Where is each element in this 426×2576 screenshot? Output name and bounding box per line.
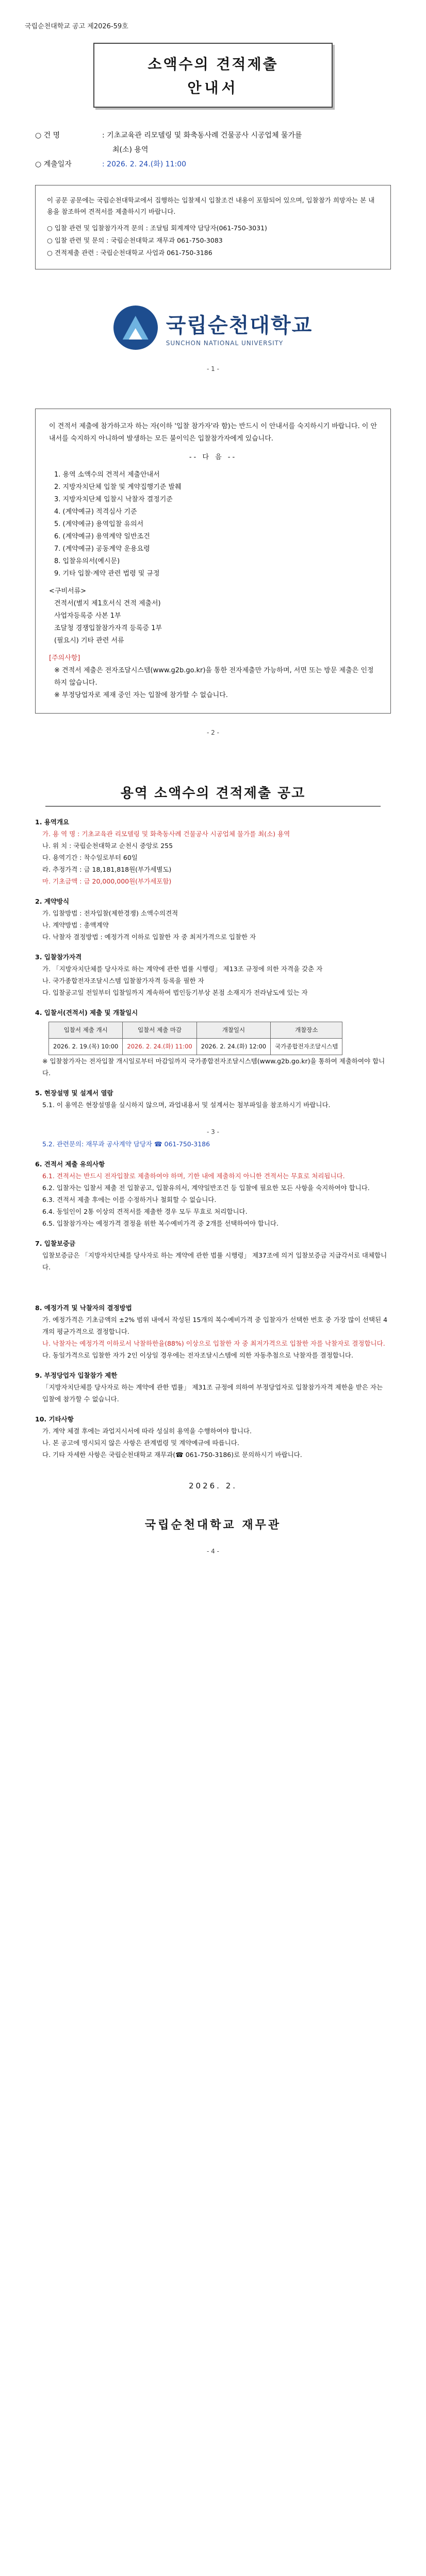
section-line: 다. 기타 자세한 사항은 국립순천대학교 재무과(☎ 061-750-3186)로 문의하시기 바랍니다. bbox=[42, 1451, 302, 1459]
schedule-table bbox=[48, 1022, 342, 1055]
section-line: 나. 낙찰자는 예정가격 이하로서 낙찰하한율(88%) 이상으로 입찰한 자 중 최저가격으로 입찰한 자를 낙찰자로 결정합니다. bbox=[42, 1340, 385, 1347]
notice-number: 국립순천대학교 공고 제2026-59호 bbox=[25, 23, 128, 30]
university-logo bbox=[105, 306, 321, 350]
contents-item: 7. (계약예규) 공동계약 운용요령 bbox=[54, 545, 150, 553]
logo-name-en: SUNCHON NATIONAL UNIVERSITY bbox=[166, 339, 284, 347]
info-lead: 이 공문 공문에는 국립순천대학교에서 집행하는 입찰제시 입찰조건 내용이 포함되어 있으며, 입찰참가 희망자는 본 내용을 참조하여 견적서를 제출하시기 바랍니다. bbox=[47, 196, 375, 215]
info-box bbox=[35, 185, 391, 269]
info-dept: ○ 견적제출 관련 : 국립순천대학교 사업과 061-750-3186 bbox=[47, 249, 212, 257]
section-line: 다. 용역기간 : 착수일로부터 60일 bbox=[42, 854, 138, 861]
notice-date: 2026. 2. bbox=[188, 1481, 238, 1490]
section-line: 가. 입찰방법 : 전자입찰(제한경쟁) 소액수의견적 bbox=[42, 909, 178, 917]
doc-item: 견적서(별지 제1호서식 견적 제출서) bbox=[54, 600, 161, 607]
section-line: 5.1. 이 용역은 현장설명을 실시하지 않으며, 과업내용서 및 설계서는 첨부파일을 참조하시기 바랍니다. bbox=[42, 1101, 331, 1109]
contents-item: 5. (계약예규) 용역입찰 유의서 bbox=[54, 520, 144, 528]
section-line: 마. 기초금액 : 금 20,000,000원(부가세포함) bbox=[42, 877, 172, 885]
issuing-organization: 국립순천대학교 재무관 bbox=[144, 1519, 282, 1532]
section-line: 6.1. 견적서는 반드시 전자입찰로 제출하여야 하며, 기한 내에 제출하지 아니한 견적서는 무효로 처리됩니다. bbox=[42, 1172, 345, 1180]
section-line: 5.2. 관련문의: 재무과 공사계약 담당자 ☎ 061-750-3186 bbox=[42, 1140, 210, 1148]
section-heading: 5. 현장설명 및 설계서 열람 bbox=[35, 1089, 113, 1097]
logo-name-kr: 국립순천대학교 bbox=[166, 313, 313, 337]
section-heading: 3. 입찰참가자격 bbox=[35, 953, 82, 961]
section-heading: 10. 기타사항 bbox=[35, 1415, 74, 1423]
schedule-header: 입찰서 제출 마감 bbox=[123, 1022, 196, 1039]
section-line: 다. 동일가격으로 입찰한 자가 2인 이상일 경우에는 전자조달시스템에 의한 자동추첨으로 낙찰자를 결정합니다. bbox=[42, 1351, 353, 1359]
notice-body bbox=[35, 816, 391, 1461]
section-line: 나. 국가종합전자조달시스템 입찰참가자격 등록을 필한 자 bbox=[42, 977, 204, 985]
note-item: ※ 부정당업자로 제재 중인 자는 입찰에 참가할 수 없습니다. bbox=[54, 691, 228, 699]
section-note: ※ 입찰참가자는 전자입찰 개시일로부터 마감일까지 국가종합전자조달시스템(www.g2b.go.kr)을 통하여 제출하여야 합니다. bbox=[42, 1057, 385, 1077]
schedule-cell: 2026. 2. 24.(화) 12:00 bbox=[196, 1039, 270, 1055]
doc-item: 조달청 경쟁입찰참가자격 등록증 1부 bbox=[54, 624, 162, 632]
schedule-cell: 2026. 2. 24.(화) 11:00 bbox=[123, 1039, 196, 1055]
section-line: 나. 계약방법 : 총액계약 bbox=[42, 921, 109, 929]
university-emblem-icon bbox=[113, 306, 158, 350]
section-line: 가. 계약 체결 후에는 과업지시서에 따라 성실히 용역을 수행하여야 합니다. bbox=[42, 1427, 252, 1435]
contents-item: 9. 기타 입찰·계약 관련 법령 및 규정 bbox=[54, 570, 160, 578]
schedule-header: 개찰일시 bbox=[196, 1022, 270, 1039]
section-line: 6.5. 입찰참가자는 예정가격 결정을 위한 복수예비가격 중 2개를 선택하여야 합니다. bbox=[42, 1219, 278, 1227]
notice-title: 용역 소액수의 견적제출 공고 bbox=[45, 783, 381, 807]
section-line: 라. 추정가격 : 금 18,181,818원(부가세별도) bbox=[42, 866, 172, 873]
schedule-cell: 2026. 2. 19.(목) 10:00 bbox=[49, 1039, 123, 1055]
section-line: 다. 입찰공고일 전일부터 입찰일까지 계속하여 법인등기부상 본점 소재지가 전라남도에 있는 자 bbox=[42, 989, 308, 996]
section-line: 가. 「지방자치단체를 당사자로 하는 계약에 관한 법률 시행령」 제13조 규정에 의한 자격을 갖춘 자 bbox=[42, 965, 323, 973]
page-number: - 1 - bbox=[207, 365, 219, 372]
item-value: : 기초교육관 리모델링 및 화축동사례 건물공사 시공업체 물가를 bbox=[102, 131, 302, 140]
contents-item: 1. 용역 소액수의 견적서 제출안내서 bbox=[54, 471, 160, 479]
guide-title-line2: 안내서 bbox=[187, 79, 239, 96]
page-number: - 4 - bbox=[207, 1548, 219, 1555]
guide-title-line1: 소액수의 견적제출 bbox=[148, 56, 278, 73]
guide-title-box bbox=[93, 43, 333, 108]
section-line: 다. 낙찰자 결정방법 : 예정가격 이하로 입찰한 자 중 최저가격으로 입찰한 자 bbox=[42, 933, 256, 941]
section-heading: 9. 부정당업자 입찰참가 제한 bbox=[35, 1371, 118, 1379]
contents-item: 2. 지방자치단체 입찰 및 계약집행기준 발췌 bbox=[54, 483, 182, 491]
schedule-header: 개찰장소 bbox=[271, 1022, 342, 1039]
section-line: 6.3. 견적서 제출 후에는 이를 수정하거나 철회할 수 없습니다. bbox=[42, 1196, 217, 1204]
contents-item: 8. 입찰유의서(예시문) bbox=[54, 557, 120, 565]
contents-box bbox=[35, 409, 391, 714]
section-line: 6.4. 동일인이 2통 이상의 견적서를 제출한 경우 모두 무효로 처리합니다. bbox=[42, 1208, 248, 1215]
info-dept: ○ 입찰 관련 및 문의 : 국립순천대학교 재무과 061-750-3083 bbox=[47, 236, 223, 244]
docs-label: <구비서류> bbox=[49, 587, 87, 595]
section-heading: 1. 용역개요 bbox=[35, 818, 70, 826]
note-item: ※ 견적서 제출은 전자조달시스템(www.g2b.go.kr)을 통한 전자제출만 가능하며, 서면 또는 방문 제출은 인정하지 않습니다. bbox=[54, 667, 374, 687]
section-heading: 7. 입찰보증금 bbox=[35, 1240, 76, 1247]
section-heading: 4. 입찰서(견적서) 제출 및 개찰일시 bbox=[35, 1009, 138, 1016]
section-line: 가. 용 역 명 : 기초교육관 리모델링 및 화축동사례 건물공사 시공업체 물가를 최(소) 용역 bbox=[42, 830, 290, 838]
section-line: 가. 예정가격은 기초금액의 ±2% 범위 내에서 작성된 15개의 복수예비가격 중 입찰자가 선택한 번호 중 가장 많이 선택된 4개의 평균가격으로 결정합니다. bbox=[42, 1316, 388, 1335]
section-line: 나. 본 공고에 명시되지 않은 사항은 관계법령 및 계약예규에 따릅니다. bbox=[42, 1439, 239, 1447]
info-dept: ○ 입찰 관련 및 입찰참가자격 문의 : 조달팀 회계계약 담당자(061-750-3031) bbox=[47, 224, 267, 232]
deadline-label: ○ 계출일자 bbox=[35, 160, 72, 168]
section-line: 입찰보증금은 「지방자치단체를 당사자로 하는 계약에 관한 법률 시행령」 제37조에 의거 입찰보증금 지급각서로 대체합니다. bbox=[42, 1251, 387, 1271]
notes-label: [주의사항] bbox=[49, 654, 80, 662]
section-line: 나. 위 치 : 국립순천대학교 순천시 중앙로 255 bbox=[42, 842, 173, 850]
section-line: 6.2. 입찰자는 입찰서 제출 전 입찰공고, 입찰유의서, 계약일반조건 등 입찰에 필요한 모든 사항을 숙지하여야 합니다. bbox=[42, 1184, 370, 1192]
summary bbox=[35, 128, 401, 172]
contents-intro: 이 견적서 제출에 참가하고자 하는 자(이하 '입찰 참가자'라 함)는 반드시 이 안내서를 숙지하시기 바랍니다. 이 안내서를 숙지하지 아니하여 발생하는 모든 불이익은 입찰참가자에게 있습니다. bbox=[49, 422, 377, 443]
contents-order-label: -- 다 음 -- bbox=[189, 453, 237, 461]
section-heading: 2. 계약방식 bbox=[35, 897, 70, 905]
section-heading: 8. 예정가격 및 낙찰자의 결정방법 bbox=[35, 1304, 132, 1312]
contents-item: 3. 지방자치단체 입찰시 낙찰자 결정기준 bbox=[54, 496, 173, 503]
schedule-cell: 국가종합전자조달시스템 bbox=[271, 1039, 342, 1055]
doc-item: (필요시) 기타 관련 서류 bbox=[54, 637, 124, 645]
section-heading: 6. 견적서 제출 유의사항 bbox=[35, 1160, 105, 1168]
item-label: ○ 건 명 bbox=[35, 131, 60, 140]
deadline-value: : 2026. 2. 24.(화) 11:00 bbox=[102, 160, 187, 168]
contents-item: 6. (계약예규) 용역계약 일반조건 bbox=[54, 533, 150, 540]
doc-item: 사업자등록증 사본 1부 bbox=[54, 612, 121, 620]
item-value-2: 최(소) 용역 bbox=[112, 146, 149, 154]
page-number: - 3 - bbox=[207, 1128, 219, 1136]
contents-item: 4. (계약예규) 적격심사 기준 bbox=[54, 508, 137, 516]
schedule-header: 입찰서 제출 개시 bbox=[49, 1022, 123, 1039]
page-number: - 2 - bbox=[207, 729, 219, 736]
section-line: 「지방자치단체를 당사자로 하는 계약에 관한 법률」 제31조 규정에 의하여 부정당업자로 입찰참가자격 제한을 받은 자는 입찰에 참가할 수 없습니다. bbox=[42, 1383, 383, 1403]
